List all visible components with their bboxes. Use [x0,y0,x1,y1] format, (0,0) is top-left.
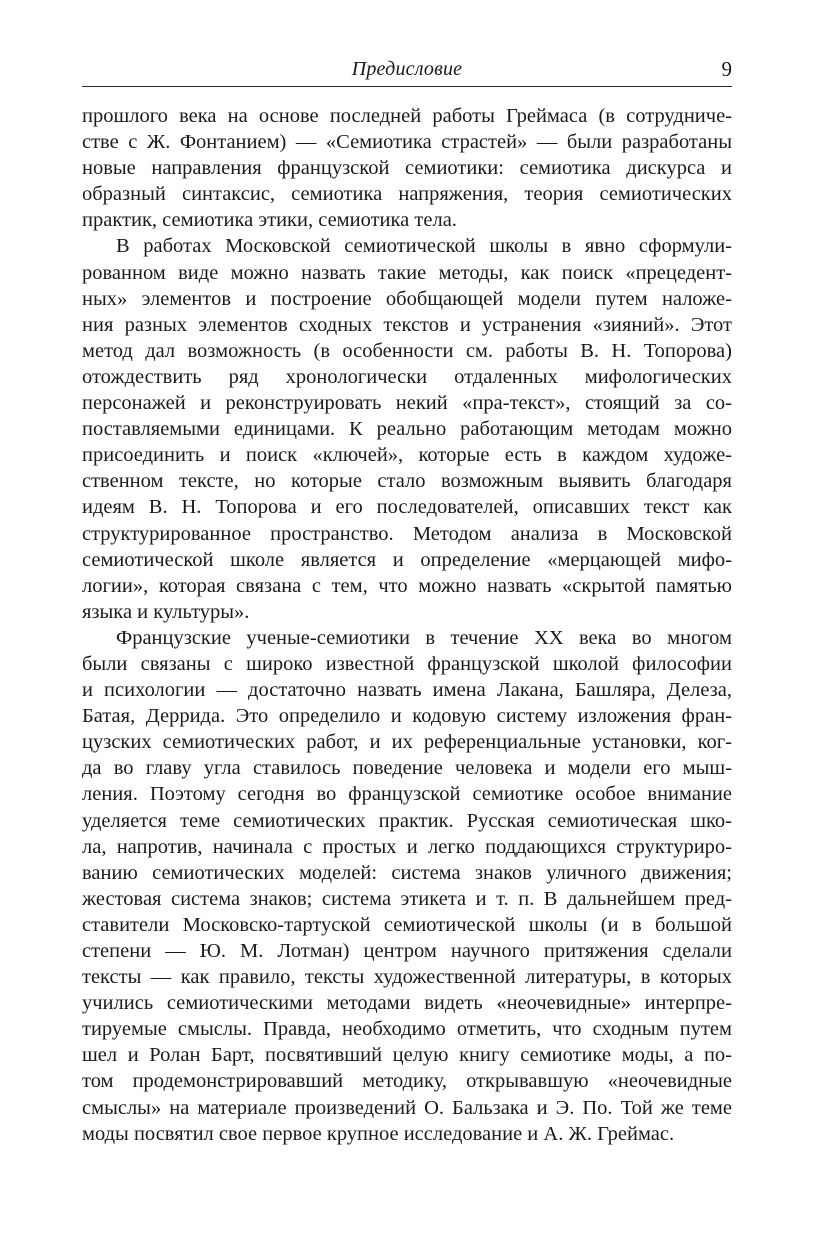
text-line: смыслы» на материале произведений О. Бальзака и Э. По. Той же теме [82,1096,732,1119]
text-line: метод дал возможность (в особенности см. работы В. Н. Топорова) [82,339,732,362]
text-line: тируемые смыслы. Правда, необходимо отметить, что сходным путем [82,1018,732,1041]
text-line: учились семиотическими методами видеть «неочевидные» интерпре- [82,992,732,1015]
text-line: структурированное пространство. Методом анализа в Московской [82,522,732,545]
text-line: образный синтаксис, семиотика напряжения, теория семиотических [82,183,732,206]
text-line: рованном виде можно назвать такие методы, как поиск «прецедент- [82,261,732,284]
text-line: ния разных элементов сходных текстов и устранения «зияний». Этот [82,313,732,336]
text-line: да во главу угла ставилось поведение человека и модели его мыш- [82,757,732,780]
text-line: ных» элементов и построение обобщающей модели путем наложе- [82,287,732,310]
text-line: и психологии — достаточно назвать имена Лакана, Башляра, Делеза, [82,679,732,702]
text-line: ставители Московско-тартуской семиотической школы (и в большой [82,913,732,936]
text-line: языка и культуры». [82,600,250,623]
text-line: том продемонстрировавший методику, открывавшую «неочевидные [82,1070,732,1093]
text-line: Батая, Деррида. Это определило и кодовую систему изложения фран- [82,705,732,728]
text-line: тексты — как правило, тексты художественной литературы, в которых [82,966,732,989]
text-line: персонажей и реконструировать некий «пра-текст», стоящий за со- [82,392,732,415]
text-line: присоединить и поиск «ключей», которые есть в каждом художе- [82,444,732,467]
text-line: моды посвятил свое первое крупное исследование и А. Ж. Греймас. [82,1122,675,1145]
book-page [82,56,732,1147]
text-line: новые направления французской семиотики: семиотика дискурса и [82,157,732,180]
text-line: цузских семиотических работ, и их референциальные установки, ког- [82,731,732,754]
text-line: ственном тексте, но которые стало возможным выявить благодаря [82,470,732,493]
text-line: шел и Ролан Барт, посвятивший целую книгу семиотике моды, а по- [82,1044,732,1067]
text-line: ла, напротив, начинала с простых и легко поддающихся структуриро- [82,835,732,858]
text-line: ванию семиотических моделей: система знаков уличного движения; [82,861,732,884]
text-line: отождествить ряд хронологически отдаленных мифологических [82,365,732,388]
text-line: Французские ученые-семиотики в течение XX века во многом [116,626,732,649]
text-line: стве с Ж. Фонтанием) — «Семиотика страстей» — были разработаны [82,131,732,154]
running-title: Предисловие [351,58,463,80]
text-line: В работах Московской семиотической школы в явно сформули- [116,235,732,258]
text-line: степени — Ю. М. Лотман) центром научного притяжения сделали [82,940,732,962]
page-number: 9 [721,57,732,81]
text-line: логии», которая связана с тем, что можно назвать «скрытой памятью [82,574,732,597]
text-line: ления. Поэтому сегодня во французской семиотике особое внимание [82,783,732,806]
text-line: практик, семиотика этики, семиотика тела. [82,209,457,232]
text-line: поставляемыми единицами. К реально работающим методам можно [82,418,732,441]
text-line: уделяется теме семиотических практик. Русская семиотическая шко- [82,809,732,832]
body-text [82,103,732,1147]
text-line: прошлого века на основе последней работы Греймаса (в сотрудниче- [82,105,732,127]
text-line: были связаны с широко известной французской школой философии [82,652,732,675]
text-line: жестовая система знаков; система этикета и т. п. В дальнейшем пред- [82,887,732,910]
text-line: идеям В. Н. Топорова и его последователей, описавших текст как [82,496,732,519]
running-header [82,56,732,87]
text-line: семиотической школе является и определение «мерцающей мифо- [82,548,732,571]
